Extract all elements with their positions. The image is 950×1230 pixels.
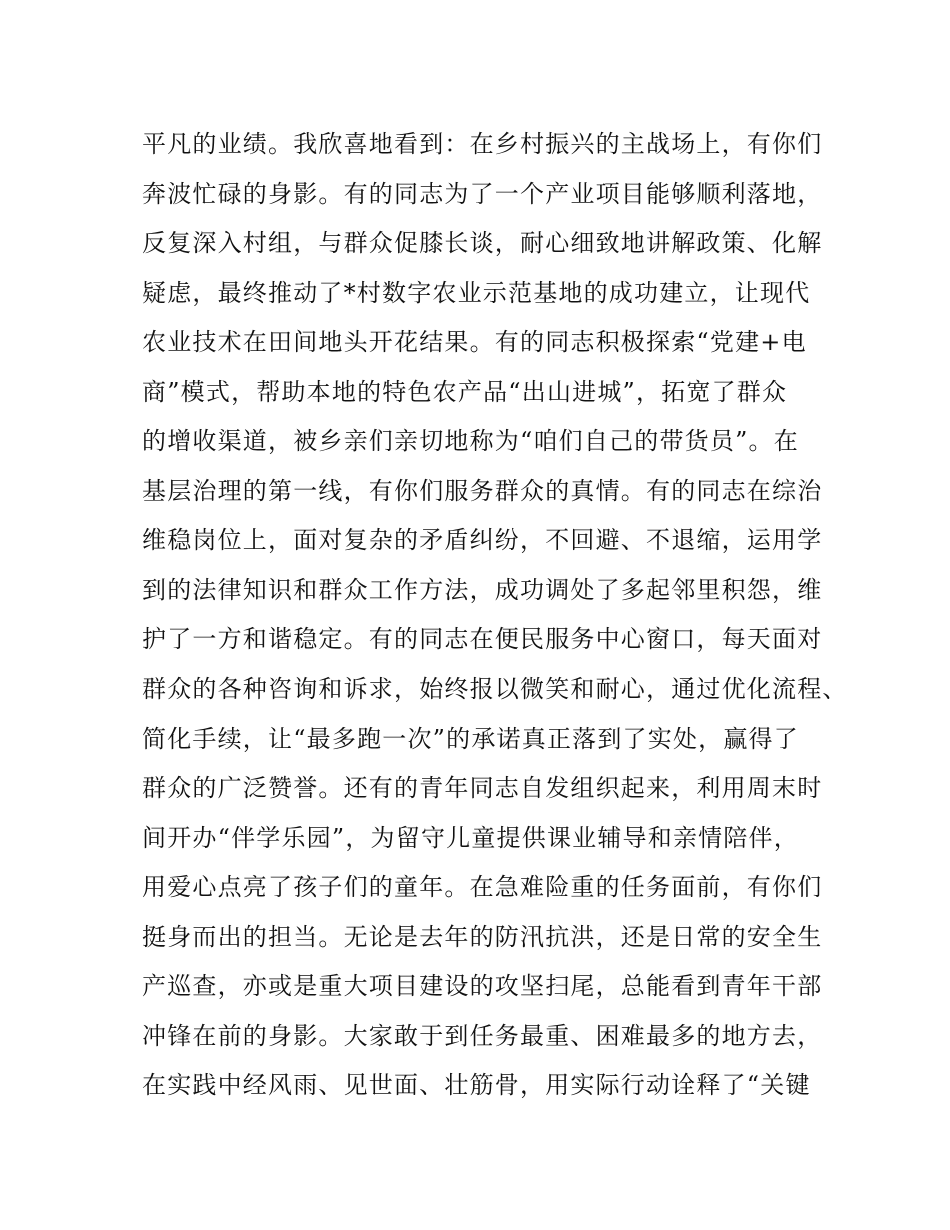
text-line: 疑虑，最终推动了*村数字农业示范基地的成功建立，让现代 xyxy=(142,278,811,307)
text-line: 挺身而出的担当。无论是去年的防汛抗洪，还是日常的安全生 xyxy=(142,922,823,951)
text-line: 群众的广泛赞誉。还有的青年同志自发组织起来，利用周末时 xyxy=(142,774,823,803)
text-line: 平凡的业绩。我欣喜地看到：在乡村振兴的主战场上，有你们 xyxy=(142,130,823,158)
text-line: 用爱心点亮了孩子们的童年。在急难险重的任务面前，有你们 xyxy=(142,873,823,902)
text-line: 的增收渠道，被乡亲们亲切地称为“咱们自己的带货员”。在 xyxy=(142,427,799,456)
text-line: 到的法律知识和群众工作方法，成功调处了多起邻里积怨，维 xyxy=(142,575,823,604)
body-text xyxy=(142,124,848,1115)
text-line: 维稳岗位上，面对复杂的矛盾纠纷，不回避、不退缩，运用学 xyxy=(142,526,823,555)
text-line: 护了一方和谐稳定。有的同志在便民服务中心窗口，每天面对 xyxy=(142,625,823,654)
text-line: 反复深入村组，与群众促膝长谈，耐心细致地讲解政策、化解 xyxy=(142,229,823,258)
text-line: 基层治理的第一线，有你们服务群众的真情。有的同志在综治 xyxy=(142,476,823,505)
text-line: 在实践中经风雨、见世面、壮筋骨，用实际行动诠释了“关键 xyxy=(142,1071,811,1100)
text-line: 产巡查，亦或是重大项目建设的攻坚扫尾，总能看到青年干部 xyxy=(142,972,823,1001)
text-line: 间开办“伴学乐园”，为留守儿童提供课业辅导和亲情陪伴， xyxy=(142,823,799,852)
text-line: 奔波忙碌的身影。有的同志为了一个产业项目能够顺利落地， xyxy=(142,179,823,208)
text-line: 冲锋在前的身影。大家敢于到任务最重、困难最多的地方去， xyxy=(142,1021,823,1050)
text-line: 群众的各种咨询和诉求，始终报以微笑和耐心，通过优化流程、 xyxy=(142,675,848,704)
text-line: 商”模式，帮助本地的特色农产品“出山进城”，拓宽了群众 xyxy=(142,377,788,406)
text-line: 简化手续，让“最多跑一次”的承诺真正落到了实处，赢得了 xyxy=(142,724,799,753)
text-line: 农业技术在田间地头开花结果。有的同志积极探索“党建+电 xyxy=(142,328,807,357)
